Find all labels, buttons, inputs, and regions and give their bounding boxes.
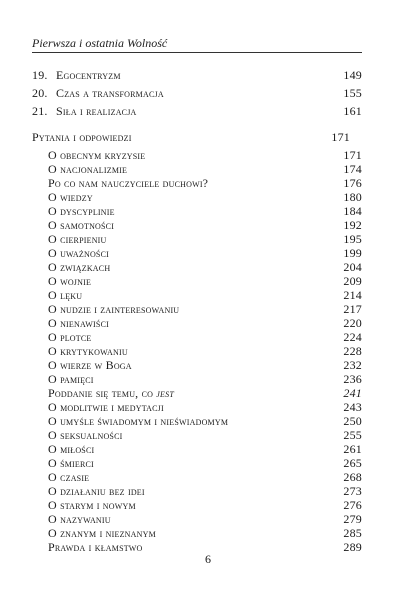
toc-question-row[interactable] bbox=[32, 190, 362, 204]
toc-question-row[interactable] bbox=[32, 400, 362, 414]
page-number: 289 bbox=[343, 540, 362, 554]
page-footer-number: 6 bbox=[205, 552, 211, 566]
question-title: O czasie bbox=[48, 470, 90, 484]
toc-question-row[interactable] bbox=[32, 470, 362, 484]
question-title: O wierze w Boga bbox=[48, 358, 132, 372]
toc-question-row[interactable] bbox=[32, 484, 362, 498]
page-number: 192 bbox=[343, 218, 362, 232]
page-number: 171 bbox=[343, 148, 362, 162]
question-list bbox=[32, 148, 362, 554]
chapter-number: 21. bbox=[32, 104, 48, 118]
page-number: 217 bbox=[343, 302, 362, 316]
question-title: O wiedzy bbox=[48, 190, 93, 204]
toc-question-row[interactable] bbox=[32, 414, 362, 428]
toc-question-row[interactable] bbox=[32, 372, 362, 386]
question-title: O uważności bbox=[48, 246, 109, 260]
question-title: O plotce bbox=[48, 330, 92, 344]
toc-question-row[interactable] bbox=[32, 260, 362, 274]
toc-question-row[interactable] bbox=[32, 204, 362, 218]
question-title: O nacjonalizmie bbox=[48, 162, 128, 176]
question-title: O nudzie i zainteresowaniu bbox=[48, 302, 180, 316]
page-number: 214 bbox=[343, 288, 362, 302]
page-number: 171 bbox=[331, 130, 350, 144]
page-number: 241 bbox=[343, 386, 362, 400]
question-title: O modlitwie i medytacji bbox=[48, 400, 164, 414]
toc-question-row[interactable] bbox=[32, 526, 362, 540]
toc-question-row[interactable] bbox=[32, 148, 362, 162]
page-number: 209 bbox=[343, 274, 362, 288]
toc-question-row[interactable] bbox=[32, 316, 362, 330]
page-number: 161 bbox=[343, 104, 362, 118]
page-number: 232 bbox=[343, 358, 362, 372]
page-number: 236 bbox=[343, 372, 362, 386]
page-number: 204 bbox=[343, 260, 362, 274]
toc-chapter-row[interactable] bbox=[32, 86, 362, 100]
toc-question-row[interactable] bbox=[32, 302, 362, 316]
page-number: 243 bbox=[343, 400, 362, 414]
toc-question-row[interactable] bbox=[32, 274, 362, 288]
toc-question-row[interactable] bbox=[32, 176, 362, 190]
page-number: 265 bbox=[343, 456, 362, 470]
page-number: 176 bbox=[343, 176, 362, 190]
question-title-text: Poddanie się temu, co bbox=[48, 386, 157, 400]
question-title: O wojnie bbox=[48, 274, 92, 288]
toc-question-row[interactable] bbox=[32, 512, 362, 526]
toc-question-row[interactable] bbox=[32, 456, 362, 470]
toc-chapter-row[interactable] bbox=[32, 104, 362, 118]
table-of-contents bbox=[32, 60, 362, 554]
toc-question-row[interactable] bbox=[32, 218, 362, 232]
question-title: O starym i nowym bbox=[48, 498, 136, 512]
question-title: O działaniu bez idei bbox=[48, 484, 145, 498]
question-title: O lęku bbox=[48, 288, 83, 302]
question-title: Po co nam nauczyciele duchowi? bbox=[48, 176, 209, 190]
question-title: O samotności bbox=[48, 218, 115, 232]
chapter-number: 19. bbox=[32, 68, 48, 82]
page-number: 268 bbox=[343, 470, 362, 484]
question-title: O nienawiści bbox=[48, 316, 109, 330]
question-title bbox=[48, 386, 174, 400]
toc-section-row[interactable] bbox=[32, 130, 362, 144]
question-title: O miłości bbox=[48, 442, 95, 456]
page-number: 195 bbox=[343, 232, 362, 246]
section-title: Pytania i odpowiedzi bbox=[32, 130, 132, 144]
toc-question-row[interactable] bbox=[32, 330, 362, 344]
question-title: O obecnym kryzysie bbox=[48, 148, 146, 162]
page-number: 276 bbox=[343, 498, 362, 512]
page-number: 285 bbox=[343, 526, 362, 540]
chapter-title: Siła i realizacja bbox=[56, 104, 137, 118]
question-title: O cierpieniu bbox=[48, 232, 107, 246]
chapter-title: Egocentryzm bbox=[56, 68, 121, 82]
question-title: O pamięci bbox=[48, 372, 94, 386]
question-title: O dyscyplinie bbox=[48, 204, 115, 218]
running-header: Pierwsza i ostatnia Wolność bbox=[32, 36, 168, 50]
question-title: O krytykowaniu bbox=[48, 344, 128, 358]
page-number: 180 bbox=[343, 190, 362, 204]
page-number: 224 bbox=[343, 330, 362, 344]
question-title: O nazywaniu bbox=[48, 512, 111, 526]
question-title: O znanym i nieznanym bbox=[48, 526, 156, 540]
toc-question-row[interactable] bbox=[32, 232, 362, 246]
toc-question-row[interactable] bbox=[32, 428, 362, 442]
page-number: 155 bbox=[343, 86, 362, 100]
toc-question-row[interactable] bbox=[32, 344, 362, 358]
page-number: 184 bbox=[343, 204, 362, 218]
question-title: O umyśle świadomym i nieświadomym bbox=[48, 414, 229, 428]
toc-question-row[interactable] bbox=[32, 498, 362, 512]
question-title-emphasis: jest bbox=[156, 386, 174, 400]
chapter-title: Czas a transformacja bbox=[56, 86, 164, 100]
toc-question-row[interactable] bbox=[32, 246, 362, 260]
page-number: 261 bbox=[343, 442, 362, 456]
toc-question-row[interactable] bbox=[32, 442, 362, 456]
page-number: 174 bbox=[343, 162, 362, 176]
page-number: 220 bbox=[343, 316, 362, 330]
toc-question-row[interactable] bbox=[32, 386, 362, 400]
question-title: O związkach bbox=[48, 260, 111, 274]
page-number: 228 bbox=[343, 344, 362, 358]
question-title: O seksualności bbox=[48, 428, 123, 442]
page-number: 273 bbox=[343, 484, 362, 498]
chapter-number: 20. bbox=[32, 86, 48, 100]
page-number: 149 bbox=[343, 68, 362, 82]
toc-chapter-row[interactable] bbox=[32, 68, 362, 82]
header-rule bbox=[32, 52, 362, 53]
page-number: 279 bbox=[343, 512, 362, 526]
question-title: O śmierci bbox=[48, 456, 94, 470]
toc-question-row[interactable] bbox=[32, 358, 362, 372]
question-title: Prawda i kłamstwo bbox=[48, 540, 143, 554]
page-number: 199 bbox=[343, 246, 362, 260]
page-number: 255 bbox=[343, 428, 362, 442]
page-number: 250 bbox=[343, 414, 362, 428]
toc-question-row[interactable] bbox=[32, 162, 362, 176]
toc-question-row[interactable] bbox=[32, 288, 362, 302]
